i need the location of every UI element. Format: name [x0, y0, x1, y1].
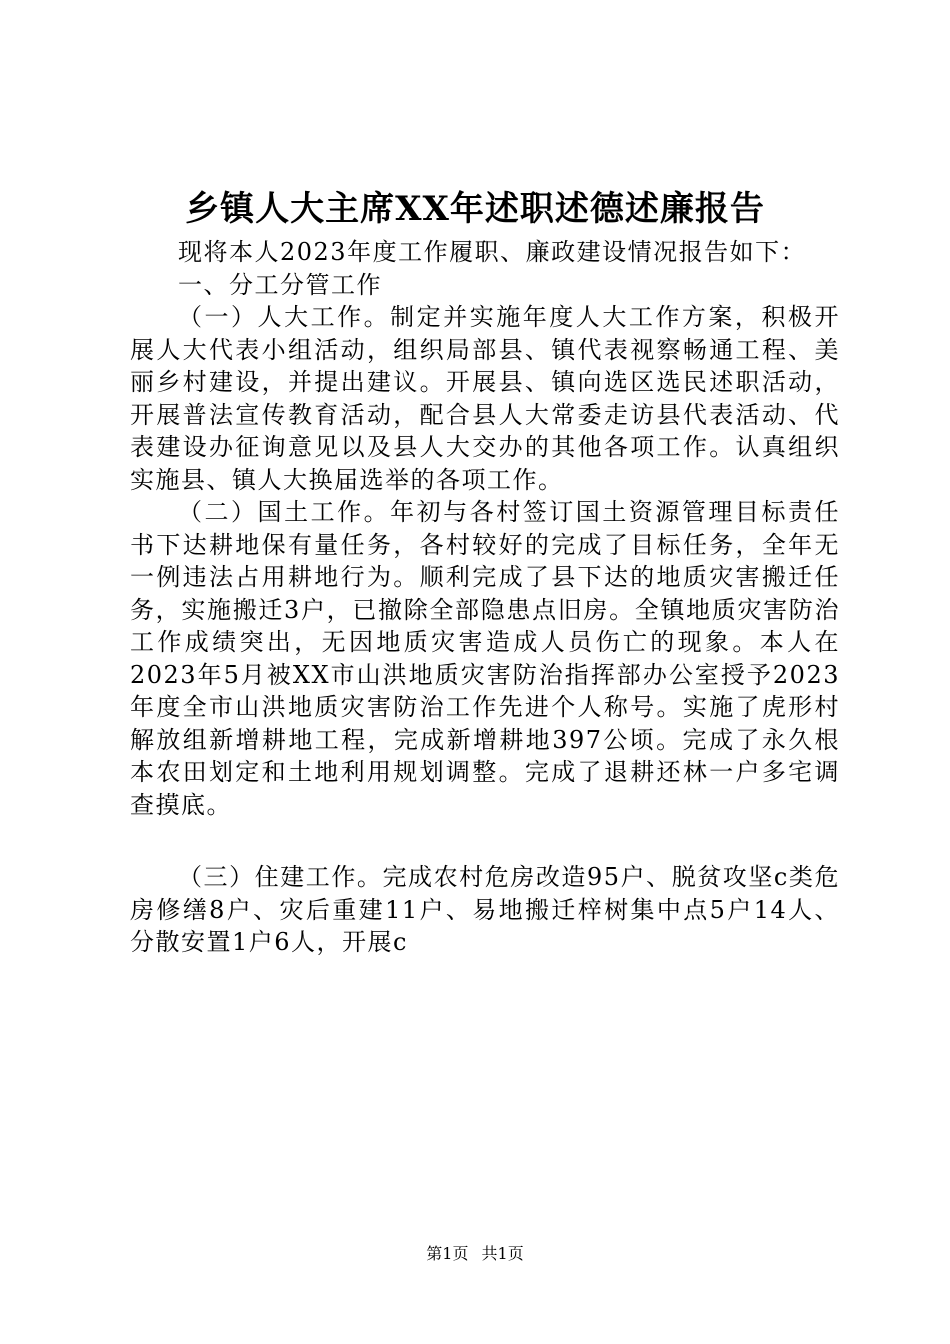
document-body: [130, 236, 840, 959]
document-title: 乡镇人大主席XX年述职述德述廉报告: [185, 189, 765, 229]
page-total: 共1页: [481, 1244, 524, 1263]
paragraph-npc-work: （一）人大工作。制定并实施年度人大工作方案，积极开展人大代表小组活动，组织局部县、镇代表视察畅通工程、美丽乡村建设，并提出建议。开展县、镇向选区选民述职活动，开展普法宣传教育活动，配合县人大常委走访县代表活动、代表建设办征询意见以及县人大交办的其他各项工作。认真组织实施县、镇人大换届选举的各项工作。: [130, 303, 840, 494]
page-footer: [0, 1243, 950, 1265]
page-number: 第1页: [426, 1244, 469, 1263]
paragraph-land-work: （二）国土工作。年初与各村签订国土资源管理目标责任书下达耕地保有量任务，各村较好的完成了目标任务，全年无一例违法占用耕地行为。顺利完成了县下达的地质灾害搬迁任务，实施搬迁3户，已撤除全部隐患点旧房。全镇地质灾害防治工作成绩突出，无因地质灾害造成人员伤亡的现象。本人在2023年5月被XX市山洪地质灾害防治指挥部办公室授予2023年度全市山洪地质灾害防治工作先进个人称号。实施了虎形村解放组新增耕地工程，完成新增耕地397公顷。完成了永久根本农田划定和土地利用规划调整。完成了退耕还林一户多宅调查摸底。: [130, 498, 840, 819]
paragraph-housing-work: （三）住建工作。完成农村危房改造95户、脱贫攻坚c类危房修缮8户、灾后重建11户、易地搬迁梓树集中点5户14人、分散安置1户6人，开展c: [130, 863, 840, 956]
intro-paragraph: 现将本人2023年度工作履职、廉政建设情况报告如下：: [178, 238, 807, 266]
section-heading: 一、分工分管工作: [178, 270, 382, 299]
